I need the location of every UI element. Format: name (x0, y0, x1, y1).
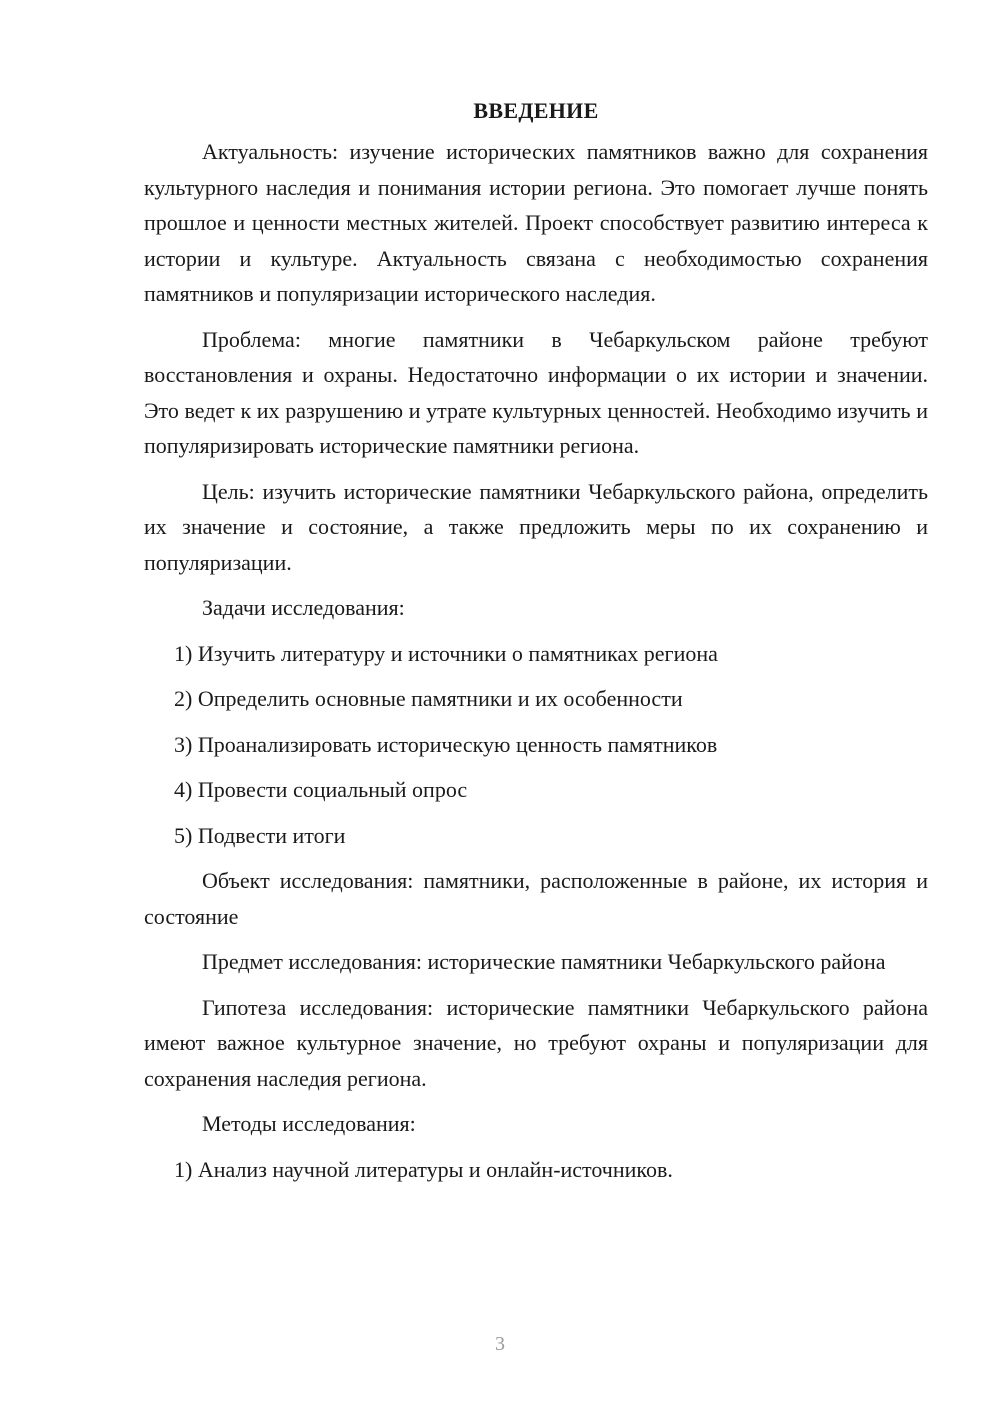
task-item: 5) Подвести итоги (174, 822, 346, 848)
method-item: 1) Анализ научной литературы и онлайн-источников. (174, 1156, 673, 1182)
methods-title: Методы исследования: (202, 1111, 416, 1136)
subject-paragraph: Предмет исследования: исторические памятники Чебаркульского района (202, 949, 886, 974)
hypothesis-paragraph: Гипотеза исследования: исторические памятники Чебаркульского района имеют важное культурное значение, но требуют охраны и популяризации для сохранения наследия региона. (144, 994, 928, 1091)
document-page (144, 96, 928, 1197)
document-heading: ВВЕДЕНИЕ (473, 98, 599, 123)
task-item: 1) Изучить литературу и источники о памятниках региона (174, 640, 718, 666)
task-item: 4) Провести социальный опрос (174, 777, 468, 802)
page-number: 3 (495, 1333, 505, 1355)
task-item: 2) Определить основные памятники и их особенности (174, 686, 683, 711)
relevance-paragraph: Актуальность: изучение исторических памятников важно для сохранения культурного наследия и понимания истории региона. Это помогает лучше понять прошлое и ценности местных жителей. Проект способствует развитию интереса к истории и культуре. Актуальность связана с необходимостью сохранения памятников и популяризации исторического наследия. (144, 139, 928, 306)
task-item: 3) Проанализировать историческую ценность памятников (174, 731, 718, 757)
tasks-title: Задачи исследования: (202, 595, 405, 620)
object-paragraph: Объект исследования: памятники, расположенные в районе, их история и состояние (144, 868, 928, 929)
problem-paragraph: Проблема: многие памятники в Чебаркульском районе требуют восстановления и охраны. Недостаточно информации о их истории и значении. Это ведет к их разрушению и утрате культурных ценностей. Необходимо изучить и популяризировать исторические памятники региона. (144, 326, 928, 458)
goal-paragraph: Цель: изучить исторические памятники Чебаркульского района, определить их значение и состояние, а также предложить меры по их сохранению и популяризации. (144, 478, 928, 575)
